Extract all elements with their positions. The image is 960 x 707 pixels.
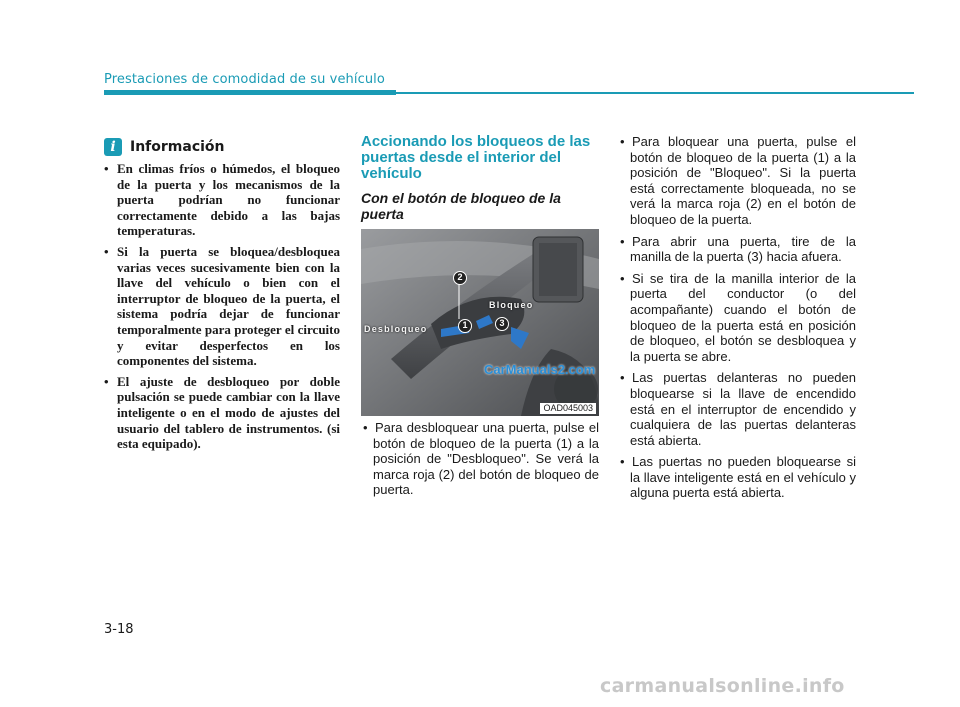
- section-list: [361, 420, 599, 498]
- right-column: [618, 134, 856, 507]
- info-heading: [104, 137, 340, 157]
- lock-label: Bloqueo: [489, 300, 534, 310]
- section-column: [361, 134, 599, 504]
- right-item: • Las puertas delanteras no pueden bloquearse si la llave de encendido está en el interruptor de encendido y cualquiera de las puertas delanteras está abierta.: [618, 370, 856, 448]
- right-item: • Para abrir una puerta, tire de la manilla de la puerta (3) hacia afuera.: [618, 234, 856, 265]
- photo-watermark: CarManuals2.com: [484, 362, 596, 377]
- callout-3: 3: [495, 317, 509, 331]
- photo-code: OAD045003: [540, 403, 596, 414]
- info-item: • Si la puerta se bloquea/desbloquea varias veces sucesivamente bien con la llave del vehículo o bien con el interruptor de bloqueo de la puerta, el sistema podría dejar de funcionar temporalmente para proteger el circuito y evitar desperfectos en los componentes del sistema.: [104, 244, 340, 369]
- info-item: • El ajuste de desbloqueo por doble pulsación se puede cambiar con la llave inteligente o en el modo de ajustes del usuario del tablero de instrumentos. (si esta equipado).: [104, 374, 340, 452]
- right-item: • Las puertas no pueden bloquearse si la llave inteligente está en el vehículo y alguna puerta está abierta.: [618, 454, 856, 501]
- info-title: Información: [130, 139, 225, 155]
- right-item: • Si se tira de la manilla interior de la puerta del conductor (o del acompañante) cuando el botón de bloqueo de la puerta está en posición de bloqueo, el botón se desbloquea y la puerta se abre.: [618, 271, 856, 365]
- info-item: • En climas fríos o húmedos, el bloqueo de la puerta y los mecanismos de la puerta podrían no funcionar correctamente debido a las bajas temperaturas.: [104, 161, 340, 239]
- unlock-label: Desbloqueo: [364, 324, 428, 334]
- header-rule-thin: [396, 92, 914, 94]
- header-rule-thick: [104, 90, 396, 95]
- info-column: [104, 137, 340, 457]
- header-title: Prestaciones de comodidad de su vehículo: [104, 72, 385, 87]
- right-list: [618, 134, 856, 501]
- section-subtitle: Con el botón de bloqueo de la puerta: [361, 190, 561, 222]
- section-item: • Para desbloquear una puerta, pulse el botón de bloqueo de la puerta (1) a la posición de "Desbloqueo". Se verá la marca roja (2) del botón de bloqueo de puerta.: [361, 420, 599, 498]
- info-icon: i: [104, 138, 122, 156]
- info-list: [104, 161, 340, 452]
- callout-2: 2: [453, 271, 467, 285]
- door-lock-photo: [361, 229, 599, 416]
- right-item: • Para bloquear una puerta, pulse el botón de bloqueo de la puerta (1) a la posición de "Bloqueo". Si la puerta está correctamente bloqueada, no se verá la marca roja (2) en el botón de bloqueo de la puerta.: [618, 134, 856, 228]
- footer-watermark: carmanualsonline.info: [600, 675, 845, 697]
- page-number: 3-18: [104, 622, 134, 637]
- section-title: Accionando los bloqueos de las puertas desde el interior del vehículo: [361, 133, 591, 182]
- callout-1: 1: [458, 319, 472, 333]
- door-panel-illustration: [361, 229, 599, 416]
